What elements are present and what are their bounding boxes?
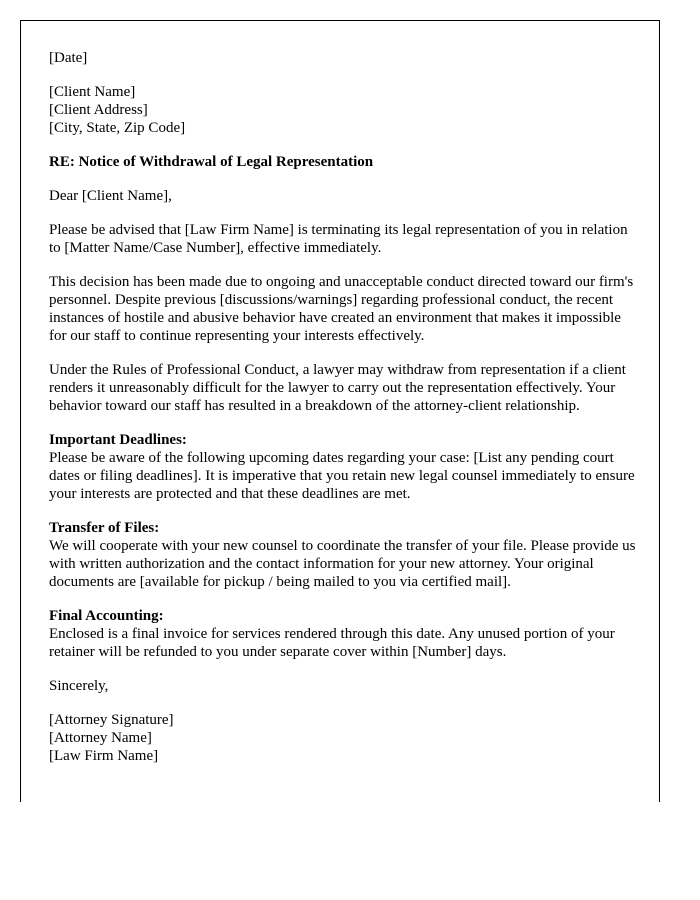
recipient-address-block [49,83,639,137]
attorney-signature: [Attorney Signature] [49,712,174,728]
section-text: Please be aware of the following upcoming dates regarding your case: [List any pending court dates or filing deadlines]. It is imperative that you retain new legal counsel immediately to ensure your interests are protected and that these deadlines are met. [49,450,635,502]
section-transfer-of-files [49,519,639,591]
recipient-name: [Client Name] [49,84,136,100]
section-text: We will cooperate with your new counsel to coordinate the transfer of your file. Please provide us with written authorization and the contact information for your new attorney. Your original documents are [available for pickup / being mailed to you via certified mail]. [49,538,636,590]
body-paragraph-1: Please be advised that [Law Firm Name] is terminating its legal representation of you in relation to [Matter Name/Case Number], effective immediately. [49,222,628,256]
attorney-name: [Attorney Name] [49,730,152,746]
section-final-accounting [49,607,639,661]
closing: Sincerely, [49,678,109,694]
body-paragraph-2: This decision has been made due to ongoing and unacceptable conduct directed toward our firm's personnel. Despite previous [discussions/warnings] regarding professional conduct, the recent instances of hostile and abusive behavior have created an environment that makes it impossible for our staff to continue representing your interests effectively. [49,274,634,344]
date-line: [Date] [49,50,88,66]
letter-body [49,49,639,781]
subject-line: RE: Notice of Withdrawal of Legal Representation [49,154,374,170]
section-title: Final Accounting: [49,608,164,624]
salutation: Dear [Client Name], [49,188,172,204]
signature-block [49,711,639,765]
recipient-address: [Client Address] [49,102,148,118]
letter-page [20,20,660,802]
recipient-city-state-zip: [City, State, Zip Code] [49,120,186,136]
body-paragraph-3: Under the Rules of Professional Conduct, a lawyer may withdraw from representation if a client renders it unreasonably difficult for the lawyer to carry out the representation effectively. Your behavior toward our staff has resulted in a breakdown of the attorney-client relationship. [49,362,626,414]
section-title: Important Deadlines: [49,432,187,448]
law-firm-name: [Law Firm Name] [49,748,159,764]
section-text: Enclosed is a final invoice for services rendered through this date. Any unused portion of your retainer will be refunded to you under separate cover within [Number] days. [49,626,615,660]
section-important-deadlines [49,431,639,503]
section-title: Transfer of Files: [49,520,160,536]
